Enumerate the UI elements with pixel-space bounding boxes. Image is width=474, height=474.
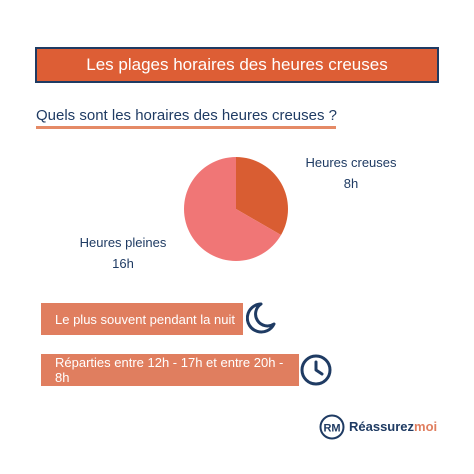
logo-text-main: Réassurez [349,419,415,434]
moon-icon [246,302,276,334]
label-heures-pleines [72,232,174,274]
info-pill-night [41,303,243,335]
pie-chart [184,157,288,261]
question-underline [36,126,336,129]
question-heading: Quels sont les horaires des heures creuses ? [36,107,337,124]
label-heures-creuses-value: 8h [343,176,359,191]
logo-mark-icon [319,414,345,440]
label-heures-pleines-name: Heures pleines [79,235,167,250]
title-banner [35,47,439,83]
logo-text-accent: moi [414,419,438,434]
info-pill-hours [41,354,299,386]
label-heures-creuses-name: Heures creuses [305,155,397,170]
logo-mark-text: RM [323,422,341,435]
label-heures-creuses [298,152,404,194]
page-title: Les plages horaires des heures creuses [86,55,388,74]
brand-logo [319,414,441,440]
info-pill-night-text: Le plus souvent pendant la nuit [55,311,235,327]
label-heures-pleines-value: 16h [112,256,134,271]
info-pill-hours-text: Réparties entre 12h - 17h et entre 20h - 8h [55,355,284,385]
clock-icon [299,353,333,387]
pie-svg [184,157,288,261]
logo-wordmark [349,419,437,434]
